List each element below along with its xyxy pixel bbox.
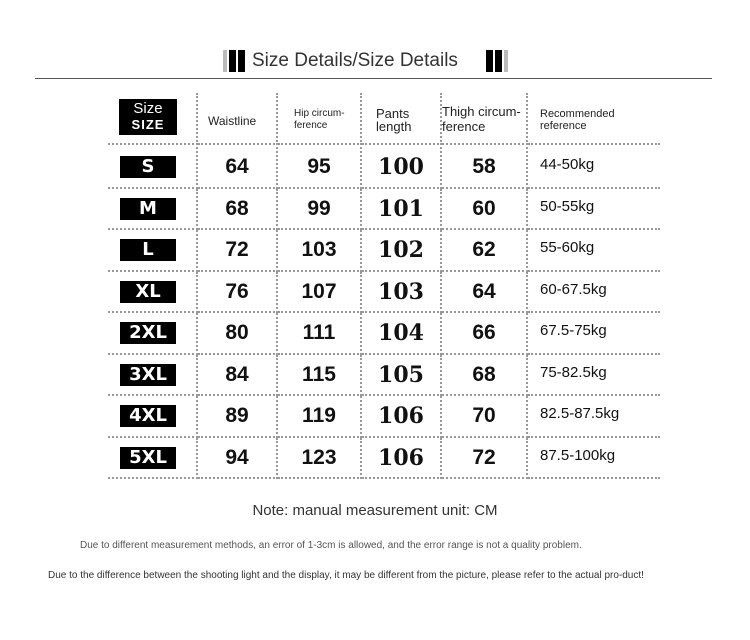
thigh-value: 66 [472, 321, 496, 344]
table-row [108, 147, 660, 189]
size-cell [108, 396, 198, 438]
header-pants-line1: Pants [376, 106, 410, 121]
thigh-cell [442, 313, 528, 355]
pants-cell [362, 147, 442, 189]
decor-bars-left-icon [223, 50, 245, 72]
thigh-cell [442, 355, 528, 397]
disclaimer-color: Due to the difference between the shooting light and the display, it may be different from the picture, please refer to the actual pro-duct! [48, 570, 644, 581]
size-cell [108, 230, 198, 272]
header-waistline: Waistline [208, 114, 257, 128]
table-row [108, 396, 660, 438]
waist-value: 84 [225, 362, 249, 386]
thigh-cell [442, 147, 528, 189]
ref-value: 44-50kg [540, 156, 595, 173]
ref-cell [528, 147, 660, 189]
size-cell [108, 147, 198, 189]
header-hip-cell [278, 93, 362, 145]
pants-value: 104 [378, 320, 424, 346]
size-cell [108, 313, 198, 355]
ref-value: 67.5-75kg [540, 322, 607, 339]
ref-value: 75-82.5kg [540, 363, 607, 381]
table-row [108, 189, 660, 231]
waist-value: 80 [225, 321, 249, 344]
hip-cell [278, 438, 362, 480]
size-header-line2: SIZE [131, 117, 165, 132]
size-header-line1: Size [133, 100, 163, 117]
ref-value: 60-67.5kg [540, 280, 607, 298]
header-size-cell [108, 93, 198, 145]
ref-value: 50-55kg [540, 197, 595, 215]
header-hip-line2: ference [294, 120, 328, 131]
ref-cell [528, 189, 660, 231]
waist-cell [198, 272, 278, 314]
thigh-value: 60 [472, 196, 496, 220]
waist-value: 72 [225, 238, 249, 261]
pants-value: 103 [378, 278, 424, 305]
pants-cell [362, 230, 442, 272]
header-ref-line1: Recommended [540, 108, 615, 120]
ref-cell [528, 272, 660, 314]
hip-cell [278, 189, 362, 231]
table-row [108, 272, 660, 314]
pants-value: 102 [378, 237, 424, 263]
waist-cell [198, 396, 278, 438]
waist-value: 76 [225, 279, 249, 303]
table-row [108, 313, 660, 355]
size-label: 5XL [120, 447, 176, 469]
hip-cell [278, 147, 362, 189]
ref-cell [528, 438, 660, 480]
hip-value: 119 [302, 404, 336, 427]
size-label: 3XL [120, 364, 176, 386]
pants-value: 105 [378, 361, 424, 388]
pants-cell [362, 272, 442, 314]
pants-value: 106 [378, 403, 424, 429]
waist-cell [198, 313, 278, 355]
hip-value: 115 [302, 362, 336, 386]
thigh-value: 62 [472, 238, 496, 261]
waist-cell [198, 147, 278, 189]
title-divider [35, 78, 712, 79]
thigh-cell [442, 438, 528, 480]
table-header-row [108, 93, 660, 145]
thigh-value: 58 [472, 155, 496, 178]
hip-value: 99 [307, 196, 331, 220]
waist-cell [198, 438, 278, 480]
size-label: L [120, 239, 176, 261]
hip-cell [278, 396, 362, 438]
table-row [108, 438, 660, 480]
header-pants-line2: length [376, 119, 412, 134]
disclaimer-error: Due to different measurement methods, an error of 1-3cm is allowed, and the error range is not a quality problem. [80, 540, 582, 551]
size-label: M [120, 198, 176, 220]
size-cell [108, 272, 198, 314]
hip-cell [278, 230, 362, 272]
waist-cell [198, 355, 278, 397]
measurement-note: Note: manual measurement unit: CM [252, 502, 498, 519]
thigh-cell [442, 272, 528, 314]
size-cell [108, 355, 198, 397]
header-thigh-line2: ference [442, 119, 486, 134]
ref-cell [528, 396, 660, 438]
size-label: 4XL [120, 405, 176, 427]
header-ref-cell [528, 93, 660, 145]
size-cell [108, 189, 198, 231]
pants-value: 106 [378, 444, 424, 471]
ref-value: 55-60kg [540, 239, 595, 256]
decor-bars-right-icon [486, 50, 508, 72]
thigh-cell [442, 396, 528, 438]
thigh-value: 70 [472, 404, 496, 427]
hip-value: 107 [301, 279, 337, 303]
hip-value: 103 [301, 238, 337, 261]
header-ref-line2: reference [540, 120, 587, 132]
waist-value: 89 [225, 404, 249, 427]
pants-cell [362, 189, 442, 231]
ref-value: 82.5-87.5kg [540, 405, 620, 422]
table-row [108, 230, 660, 272]
size-label: XL [120, 281, 176, 303]
header-thigh-line1: Thigh circum- [442, 104, 521, 119]
thigh-cell [442, 230, 528, 272]
header-hip-line1: Hip circum- [294, 108, 345, 119]
size-cell [108, 438, 198, 480]
page-title: Size Details/Size Details [252, 50, 458, 71]
size-label: S [120, 156, 176, 178]
thigh-value: 68 [472, 362, 496, 386]
ref-cell [528, 313, 660, 355]
waist-value: 94 [225, 445, 249, 469]
header-waist-cell [198, 93, 278, 145]
pants-cell [362, 313, 442, 355]
hip-cell [278, 272, 362, 314]
pants-cell [362, 355, 442, 397]
hip-cell [278, 355, 362, 397]
waist-cell [198, 189, 278, 231]
header-thigh-cell [442, 93, 528, 145]
size-label: 2XL [120, 322, 176, 344]
thigh-cell [442, 189, 528, 231]
pants-value: 100 [378, 154, 424, 180]
hip-value: 123 [301, 445, 337, 469]
hip-cell [278, 313, 362, 355]
ref-value: 87.5-100kg [540, 446, 616, 464]
waist-cell [198, 230, 278, 272]
size-header-chip [119, 99, 177, 135]
hip-value: 111 [302, 321, 336, 344]
thigh-value: 72 [472, 445, 496, 469]
ref-cell [528, 355, 660, 397]
hip-value: 95 [307, 155, 331, 178]
waist-value: 64 [225, 155, 249, 178]
title-bar [0, 44, 750, 78]
thigh-value: 64 [472, 279, 496, 303]
pants-cell [362, 438, 442, 480]
pants-value: 101 [378, 195, 424, 222]
pants-cell [362, 396, 442, 438]
ref-cell [528, 230, 660, 272]
table-row [108, 355, 660, 397]
waist-value: 68 [225, 196, 249, 220]
header-pants-cell [362, 93, 442, 145]
